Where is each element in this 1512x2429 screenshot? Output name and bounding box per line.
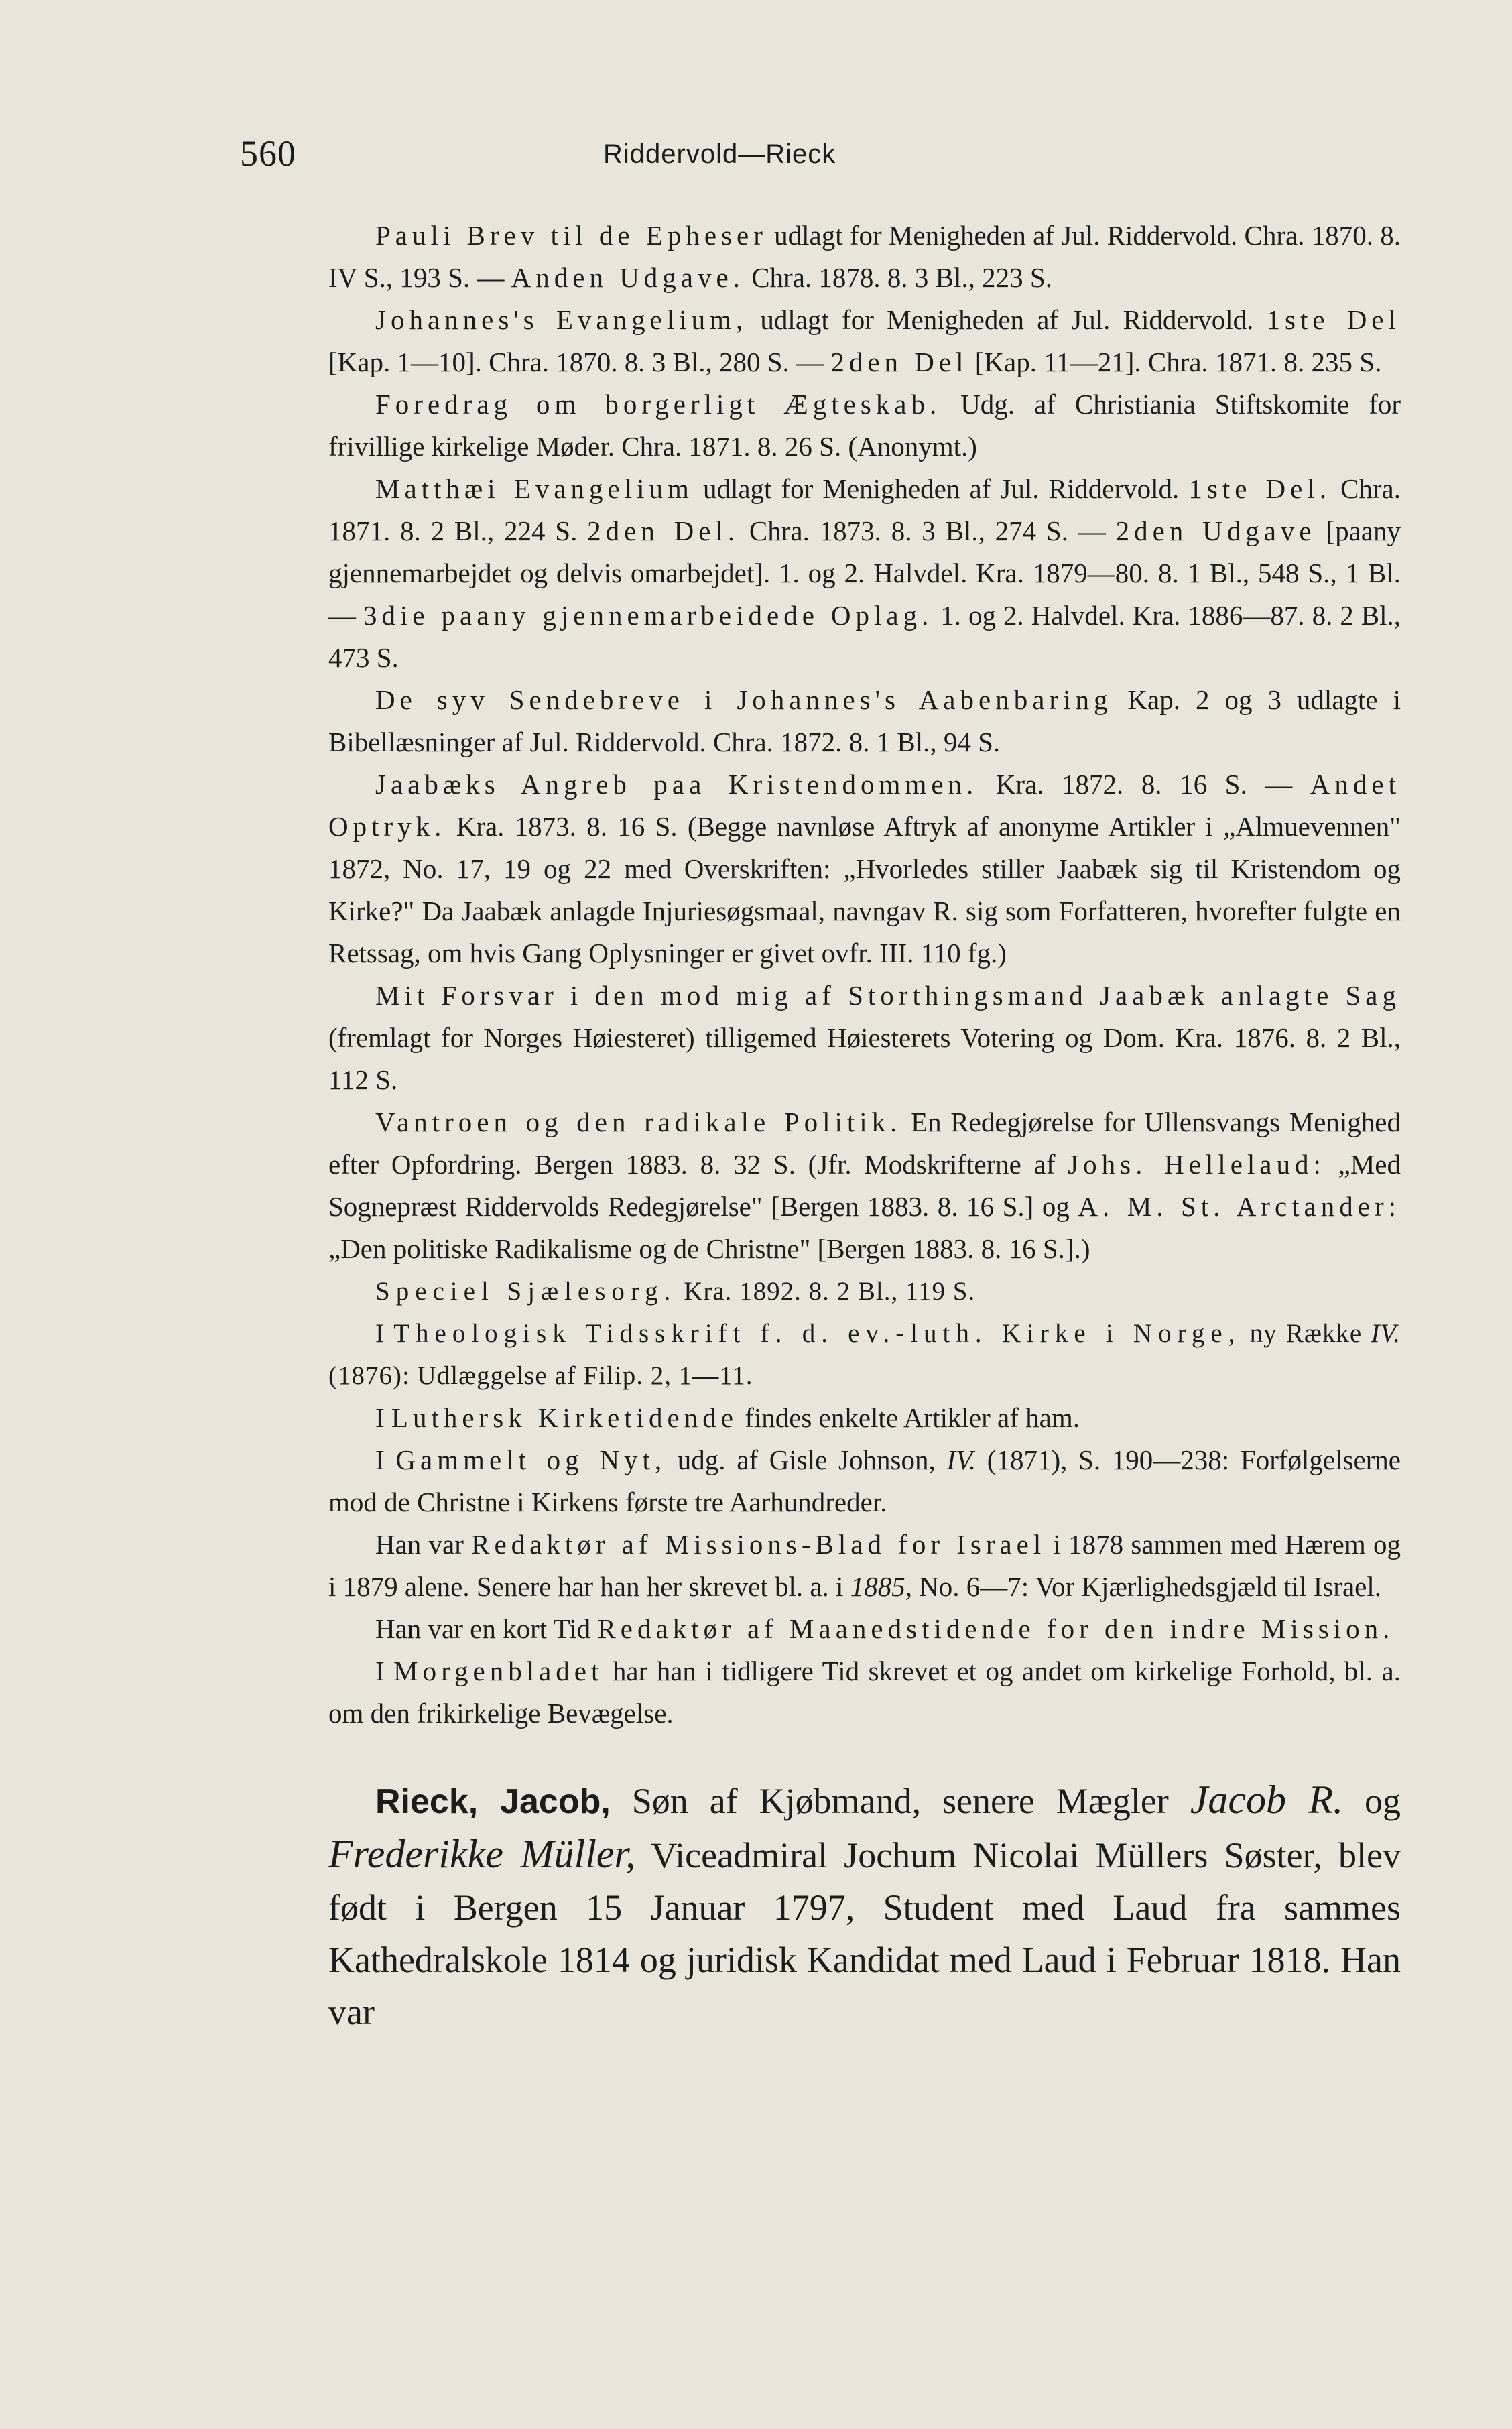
entry-body: 1. og 2. Halvdel. Kra. 1886—87. 8. 2 Bl., 473 S. [328, 600, 1401, 673]
bibliography-entry [328, 1270, 1401, 1312]
entry-body: i 1878 sammen med Hærem og i 1879 alene. Senere har han her skrevet bl. a. i [328, 1529, 1401, 1602]
note-entry [328, 1650, 1401, 1735]
biography-name: Rieck, Jacob, [375, 1782, 611, 1821]
entry-italic: IV. [1371, 1319, 1401, 1348]
entry-title: Johs. Hellelaud: [1068, 1149, 1326, 1180]
entry-body: [paany gjennemarbejdet og delvis omarbejdet]. 1. og 2. Halvdel. Kra. 1879—80. 8. 1 Bl., 548 S., 1 Bl. — [328, 515, 1401, 631]
entry-title: Gammelt og Nyt, [395, 1444, 667, 1475]
entry-title: 2den Udgave [1115, 515, 1316, 546]
bibliography-entry [328, 383, 1401, 468]
note-entry [328, 1439, 1401, 1523]
entry-body: (fremlagt for Norges Høiesteret) tilligemed Høiesterets Votering og Dom. Kra. 1876. 8. 2 Bl., 112 S. [328, 1022, 1401, 1095]
biography-italic: Frederikke Müller, [328, 1832, 636, 1876]
entry-title: Redaktør af Maanedstidende for den indre Mission. [597, 1613, 1395, 1644]
entry-title: Jaabæks Angreb paa Kristendommen. [375, 769, 979, 800]
entry-italic: IV. [946, 1444, 976, 1475]
bibliography-entry [328, 763, 1401, 975]
page-number: 560 [240, 133, 296, 174]
entry-body: Chra. 1873. 8. 3 Bl., 274 S. — [739, 515, 1116, 546]
note-entry [328, 1608, 1401, 1650]
entry-prefix: I [375, 1402, 391, 1433]
entry-body: Kra. 1872. 8. 16 S. — [978, 769, 1310, 800]
entry-body: Udg. af Christiania Stiftskomite for frivillige kirkelige Møder. Chra. 1871. 8. 26 S. (Anonymt.) [328, 389, 1401, 462]
entry-body: „Den politiske Radikalisme og de Christne" [Bergen 1883. 8. 16 S.].) [328, 1233, 1090, 1264]
entry-title: De syv Sendebreve i Johannes's Aabenbaring [375, 684, 1113, 715]
entry-body: har han i tidligere Tid skrevet et og andet om kirkelige Forhold, bl. a. om den frikirkelige Bevægelse. [328, 1656, 1401, 1729]
entry-body: No. 6—7: Vor Kjærlighedsgjæld til Israel. [911, 1571, 1381, 1602]
entry-body: (1871), S. 190—238: Forfølgelserne mod de Christne i Kirkens første tre Aarhundreder. [328, 1444, 1401, 1517]
biography-text: Søn af Kjøbmand, senere Mægler [610, 1781, 1190, 1821]
entry-italic: 1885, [850, 1571, 912, 1602]
entry-body: En Redegjørelse for Ullensvangs Menighed efter Opfordring. Bergen 1883. 8. 32 S. (Jfr. Modskrifterne af [328, 1107, 1401, 1180]
entry-body: udlagt for Menigheden af Jul. Riddervold. Chra. 1870. 8. IV S., 193 S. — [328, 220, 1401, 293]
entry-body: udlagt for Menigheden af Jul. Riddervold. [693, 473, 1189, 504]
biography-text: og [1343, 1781, 1401, 1821]
entry-title: Matthæi Evangelium [375, 473, 694, 504]
entry-title: 2den Del. [587, 515, 740, 546]
running-head: Riddervold—Rieck [603, 139, 836, 169]
note-entry [328, 1523, 1401, 1608]
entry-prefix: I [375, 1656, 394, 1686]
bibliography-entry [328, 679, 1401, 763]
entry-title: 1ste Del. [1188, 473, 1331, 504]
biography-paragraph [328, 1773, 1401, 2038]
entry-title: 1ste Del [1266, 304, 1401, 335]
entry-body: Chra. 1878. 8. 3 Bl., 223 S. [744, 262, 1052, 293]
entry-title: Vantroen og den radikale Politik. [375, 1107, 902, 1137]
entry-body: „Med Sognepræst Riddervolds Redegjørelse" [Bergen 1883. 8. 16 S.] og [328, 1149, 1401, 1222]
entry-title: Theologisk Tidsskrift f. d. ev.-luth. Kirke i Norge, [393, 1319, 1241, 1348]
entry-title: Morgenbladet [393, 1656, 604, 1686]
entry-title: Mit Forsvar i den mod mig af Storthingsmand Jaabæk anlagte Sag [375, 980, 1401, 1011]
entry-title: Anden Udgave. [511, 262, 745, 293]
entry-body: [Kap. 11—21]. Chra. 1871. 8. 235 S. [968, 347, 1382, 377]
entry-body: ny Række [1241, 1319, 1371, 1348]
entry-title: Redaktør af Missions-Blad for Israel [471, 1529, 1046, 1560]
bibliography-entry [328, 1312, 1401, 1397]
entry-prefix: Han var en kort Tid [375, 1613, 598, 1644]
entry-title: Johannes's Evangelium, [375, 304, 748, 335]
entry-title: A. M. St. Arctander: [1078, 1191, 1401, 1222]
entry-prefix: I [375, 1444, 396, 1475]
entry-title: Andet Optryk. [328, 769, 1401, 842]
entry-body: udlagt for Menigheden af Jul. Riddervold. [747, 304, 1267, 335]
biography-italic: Jacob R. [1190, 1778, 1344, 1822]
entry-prefix: I [375, 1319, 394, 1348]
bibliography-entry [328, 214, 1401, 299]
entry-title: 3die paany gjennemarbeidede Oplag. [363, 600, 934, 631]
entry-title: Pauli Brev til de Epheser [375, 220, 767, 251]
entry-title: Speciel Sjælesorg. [375, 1277, 677, 1306]
entry-body: Chra. 1871. 8. 2 Bl., 224 S. [328, 473, 1401, 546]
entry-title: Luthersk Kirketidende [391, 1402, 738, 1433]
entry-body: Kra. 1892. 8. 2 Bl., 119 S. [676, 1277, 976, 1306]
note-entry [328, 1397, 1401, 1439]
text-block [328, 214, 1401, 2074]
entry-title: 2den Del [830, 347, 968, 377]
entry-title: Foredrag om borgerligt Ægteskab. [375, 389, 942, 420]
entry-body: findes enkelte Artikler af ham. [737, 1402, 1080, 1433]
bibliography-entry [328, 975, 1401, 1101]
entry-body: udg. af Gisle Johnson, [666, 1444, 947, 1475]
biography-text: Viceadmiral Jochum Nicolai Müllers Søster, blev født i Bergen 15 Januar 1797, Student med Laud fra sammes Kathedralskole 1814 og juridisk Kandidat med Laud i Februar 1818. Han var [328, 1835, 1401, 2032]
entry-prefix: Han var [375, 1529, 472, 1560]
entry-body: Kra. 1873. 8. 16 S. (Begge navnløse Aftryk af anonyme Artikler i „Almuevennen" 1872, No. 17, 19 og 22 med Overskriften: „Hvorledes stiller Jaabæk sig til Kristendom og Kirke?" Da Jaabæk anlagde Injuriesøgsmaal, navngav R. sig som Forfatteren, hvorefter fulgte en Retssag, om hvis Gang Oplysninger er givet ovfr. III. 110 fg.) [328, 811, 1401, 969]
bibliography-entry [328, 1101, 1401, 1270]
entry-body: (1876): Udlæggelse af Filip. 2, 1—11. [328, 1361, 753, 1390]
bibliography-entry [328, 468, 1401, 679]
entry-body: Kap. 2 og 3 udlagte i Bibellæsninger af Jul. Riddervold. Chra. 1872. 8. 1 Bl., 94 S. [328, 684, 1401, 757]
bibliography-entry [328, 299, 1401, 383]
entry-body: [Kap. 1—10]. Chra. 1870. 8. 3 Bl., 280 S. — [328, 347, 831, 377]
